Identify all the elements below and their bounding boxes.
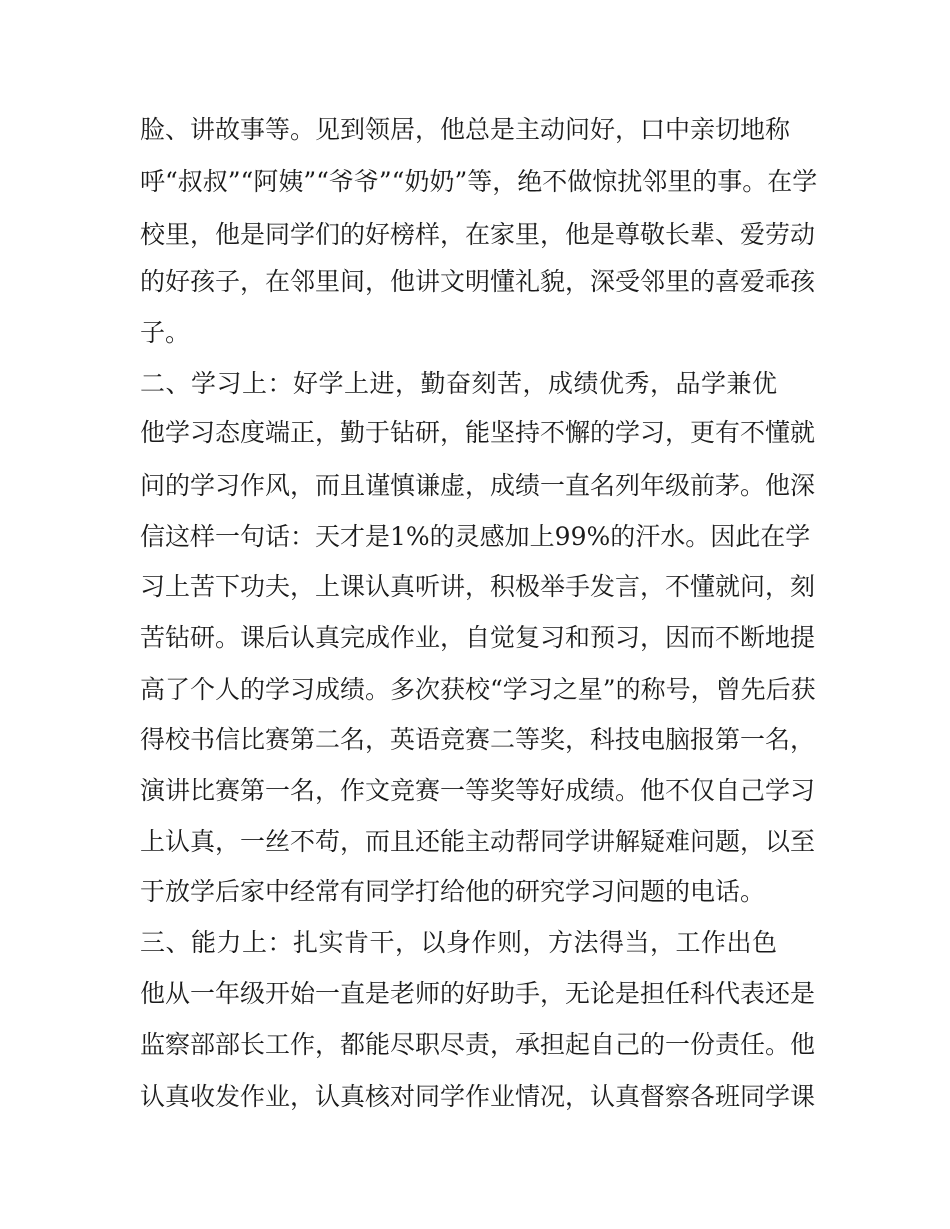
text-line: 信这样一句话：天才是1%的灵感加上99%的汗水。因此在学	[140, 522, 811, 551]
text-line: 演讲比赛第一名，作文竞赛一等奖等好成绩。他不仅自己学习	[140, 776, 816, 805]
section-heading-study: 二、学习上：好学上进，勤奋刻苦，成绩优秀，品学兼优	[140, 369, 778, 398]
section-heading-ability: 三、能力上：扎实肯干，以身作则，方法得当，工作出色	[140, 928, 778, 957]
text-line: 校里，他是同学们的好榜样，在家里，他是尊敬长辈、爱劳动	[140, 220, 816, 249]
text-line: 他从一年级开始一直是老师的好助手，无论是担任科代表还是	[140, 979, 816, 1008]
text-line: 于放学后家中经常有同学打给他的研究学习问题的电话。	[140, 877, 766, 906]
text-line: 子。	[140, 318, 191, 347]
text-line: 他学习态度端正，勤于钻研，能坚持不懈的学习，更有不懂就	[140, 418, 816, 447]
text-line: 习上苦下功夫，上课认真听讲，积极举手发言，不懂就问，刻	[140, 572, 816, 601]
text-line: 上认真，一丝不苟，而且还能主动帮同学讲解疑难问题，以至	[140, 827, 816, 856]
text-line: 脸、讲故事等。见到领居，他总是主动问好，口中亲切地称	[140, 115, 791, 144]
text-line: 得校书信比赛第二名，英语竞赛二等奖，科技电脑报第一名，	[140, 725, 816, 754]
text-line: 高了个人的学习成绩。多次获校“学习之星”的称号，曾先后获	[140, 675, 816, 704]
text-line: 苦钻研。课后认真完成作业，自觉复习和预习，因而不断地提	[140, 623, 816, 652]
text-line: 呼“叔叔”“阿姨”“爷爷”“奶奶”等，绝不做惊扰邻里的事。在学	[140, 167, 818, 196]
text-line: 的好孩子，在邻里间，他讲文明懂礼貌，深受邻里的喜爱乖孩	[140, 267, 816, 296]
text-line: 监察部部长工作，都能尽职尽责，承担起自己的一份责任。他	[140, 1030, 816, 1059]
text-line: 认真收发作业，认真核对同学作业情况，认真督察各班同学课	[140, 1082, 816, 1111]
text-line: 问的学习作风，而且谨慎谦虚，成绩一直名列年级前茅。他深	[140, 471, 816, 500]
